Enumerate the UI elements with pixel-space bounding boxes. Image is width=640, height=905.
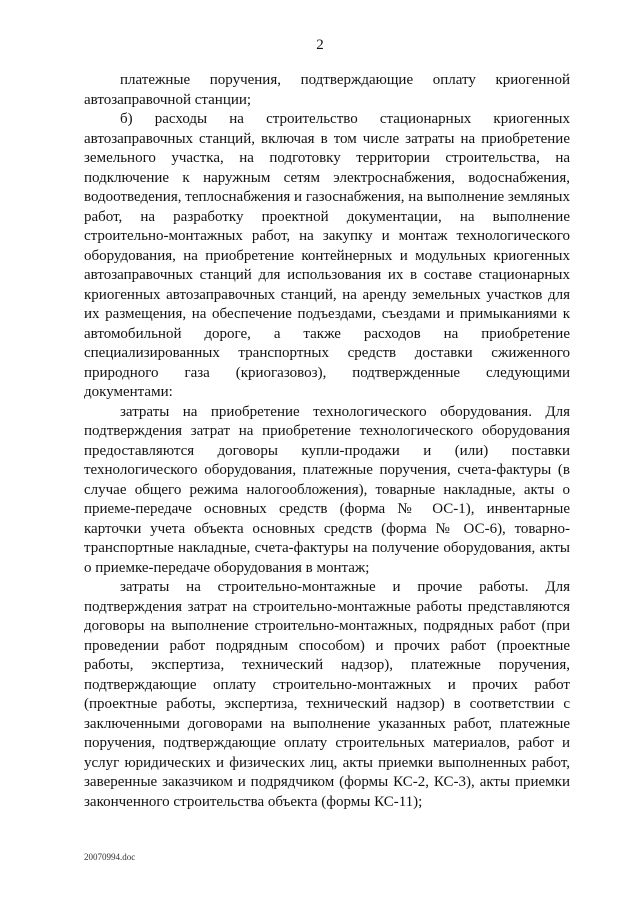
paragraph-payment-orders: платежные поручения, подтверждающие оплату криогенной автозаправочной станции; bbox=[84, 72, 570, 108]
footer-filename: 20070994.doc bbox=[84, 852, 136, 862]
document-body bbox=[84, 71, 570, 812]
paragraph-construction-works: затраты на строительно-монтажные и прочие работы. Для подтверждения затрат на строительно-монтажные работы представляются договоры на выполнение строительно-монтажных, подрядных работ (при проведении работ подрядным способом) и прочих работ (проектные работы, экспертиза, технический надзор), платежные поручения, подтверждающие оплату строительно-монтажных и прочих работ (проектные работы, экспертиза, технический надзор) в соответствии с заключенными договорами на выполнение указанных работ, платежные поручения, подтверждающие оплату строительных материалов, работ и услуг юридических и физических лиц, акты приемки выполненных работ, заверенные заказчиком и подрядчиком (формы КС-2, КС-3), акты приемки законченного строительства объекта (формы КС-11); bbox=[84, 579, 570, 810]
paragraph-construction-costs: б) расходы на строительство стационарных криогенных автозаправочных станций, включая в том числе затраты на приобретение земельного участка, на подготовку территории строительства, на подключение к наружным сетям электроснабжения, водоснабжения, водоотведения, теплоснабжения и газоснабжения, на выполнение земляных работ, на разработку проектной документации, на выполнение строительно-монтажных работ, на закупку и монтаж технологического оборудования, на приобретение контейнерных и модульных криогенных автозаправочных станций для использования их в составе стационарных криогенных автозаправочных станций, на аренду земельных участков для их размещения, на обеспечение подъездами, съездами и примыканиями к автомобильной дороге, а также расходов на приобретение специализированных транспортных средств доставки сжиженного природного газа (криогазовоз), подтвержденные следующими документами: bbox=[84, 111, 570, 400]
page-number: 2 bbox=[316, 37, 324, 53]
paragraph-equipment-costs: затраты на приобретение технологического оборудования. Для подтверждения затрат на приобретение технологического оборудования предоставляются договоры купли-продажи и (или) поставки технологического оборудования, платежные поручения, счета-фактуры (в случае общего режима налогообложения), товарные накладные, акты о приеме-передаче основных средств (форма № ОС-1), инвентарные карточки учета объекта основных средств (форма № ОС-6), товарно-транспортные накладные, счета-фактуры на получение оборудования, акты о приемке-передаче оборудования в монтаж; bbox=[84, 403, 570, 576]
